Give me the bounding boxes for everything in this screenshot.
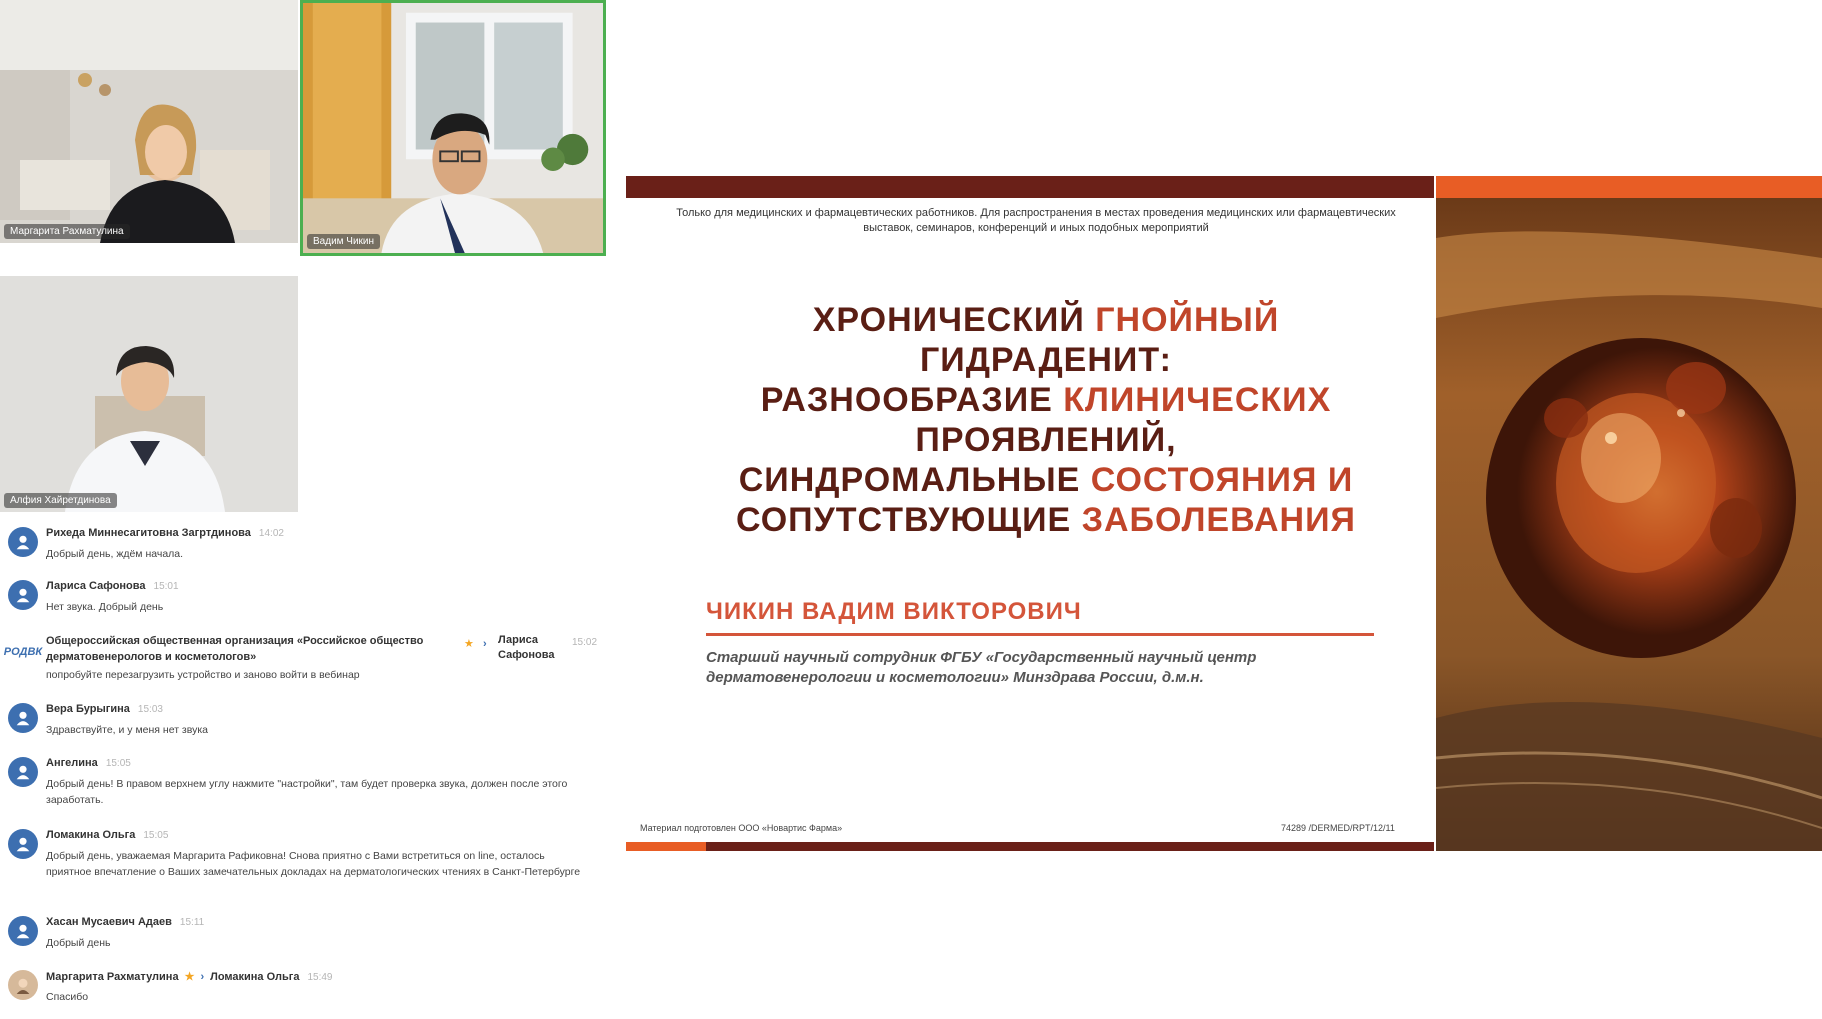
chat-author: Ангелина: [46, 757, 98, 769]
avatar: [8, 829, 38, 859]
participant-1-video: [0, 0, 298, 243]
chat-author: Маргарита Рахматулина: [46, 971, 179, 983]
user-icon: [14, 922, 32, 940]
avatar: [8, 703, 38, 733]
user-icon: [14, 533, 32, 551]
participant-3-name: Алфия Хайретдинова: [4, 493, 117, 508]
participant-3-video: [0, 276, 298, 512]
chat-text: Добрый день, уважаемая Маргарита Рафиковна! Снова приятно с Вами встретиться on line, осталось приятное впечатление о Ваших замечательных докладах на дерматологических чтениях в Санкт-Петербурге: [46, 850, 581, 878]
chat-message: [0, 701, 610, 751]
chat-time: 15:05: [105, 758, 131, 769]
chat-panel[interactable]: [0, 525, 610, 1019]
presentation-slide: [626, 176, 1822, 853]
star-icon: ★: [184, 971, 195, 983]
amber-resin-photo: [1436, 198, 1822, 851]
chat-text: попробуйте перезагрузить устройство и заново войти в вебинар: [46, 669, 360, 681]
chat-time: 15:49: [307, 972, 333, 983]
organization-logo-avatar: РОДВК: [8, 637, 38, 667]
chat-time: 14:02: [258, 528, 284, 539]
participant-2-video: [303, 3, 603, 253]
chat-author: Хасан Мусаевич Адаев: [46, 916, 172, 928]
slide-top-bar: [626, 176, 1434, 198]
title-part: СОПУТСТВУЮЩИЕ: [736, 501, 1082, 539]
chat-text: Добрый день! В правом верхнем углу нажмите "настройки", там будет проверка звука, должен после этого заработать.: [46, 778, 568, 806]
title-part: ХРОНИЧЕСКИЙ: [812, 301, 1096, 339]
chat-message: [0, 827, 610, 911]
slide-author-underline: [706, 633, 1374, 636]
slide-disclaimer: Только для медицинских и фармацевтических работников. Для распространения в местах проведения медицинских или фармацевтических выставок, семинаров, конференций и иных подобных мероприятий: [676, 207, 1396, 234]
chat-text: Спасибо: [46, 991, 89, 1003]
video-tile-participant-3[interactable]: [0, 276, 298, 512]
video-tile-participant-1[interactable]: [0, 0, 298, 243]
title-part: СИНДРОМАЛЬНЫЕ: [738, 461, 1091, 499]
slide-author-position: Старший научный сотрудник ФГБУ «Государственный научный центр дерматовенерологии и косметологии» Минздрава России, д.м.н.: [706, 649, 1257, 686]
slide-bottom-accent-bar: [626, 842, 706, 851]
chat-time: 15:03: [137, 704, 163, 715]
slide-title: [646, 300, 1446, 540]
title-highlight: ЗАБОЛЕВАНИЯ: [1081, 501, 1356, 539]
chat-time: 15:05: [143, 830, 169, 841]
slide-footer-left: Материал подготовлен ООО «Новартис Фарма»: [640, 823, 843, 833]
chat-time: 15:02: [572, 637, 598, 648]
slide-footer-code: 74289 /DERMED/RPT/12/11: [1281, 823, 1395, 833]
avatar: [8, 580, 38, 610]
user-photo-icon: [14, 976, 32, 994]
avatar: [8, 970, 38, 1000]
chat-time: 15:01: [153, 581, 179, 592]
video-tile-participant-2-active-speaker[interactable]: [300, 0, 606, 256]
chat-time: 15:11: [179, 917, 205, 928]
user-icon: [14, 763, 32, 781]
chat-message: [0, 631, 610, 693]
chat-reply-to: Лариса Сафонова: [498, 634, 555, 661]
avatar: [8, 757, 38, 787]
title-part: ГИДРАДЕНИТ:: [920, 341, 1172, 379]
slide-bottom-bar: [626, 842, 1434, 851]
chat-message: [0, 914, 610, 964]
chat-message: [0, 968, 610, 1016]
chat-author: Общероссийская общественная организация «Российское общество дерматовенерологов и косметологов»: [46, 635, 424, 663]
title-part: ПРОЯВЛЕНИЙ,: [915, 421, 1177, 459]
avatar: [8, 916, 38, 946]
chat-message: [0, 578, 610, 628]
title-part: РАЗНООБРАЗИЕ: [760, 381, 1064, 419]
title-highlight: ГНОЙНЫЙ: [1095, 301, 1280, 339]
chat-author: Ломакина Ольга: [46, 829, 136, 841]
reply-arrow-icon: ›: [482, 638, 487, 650]
title-highlight: КЛИНИЧЕСКИХ: [1063, 381, 1332, 419]
star-icon: ★: [464, 638, 474, 650]
chat-text: Здравствуйте, и у меня нет звука: [46, 724, 208, 736]
user-icon: [14, 835, 32, 853]
participant-1-name: Маргарита Рахматулина: [4, 224, 130, 239]
chat-text: Добрый день: [46, 937, 111, 949]
chat-author: Рихеда Миннесагитовна Загртдинова: [46, 527, 251, 539]
slide-top-accent-bar: [1436, 176, 1822, 198]
chat-message: [0, 755, 610, 821]
reply-arrow-icon: ›: [200, 971, 205, 983]
chat-author: Лариса Сафонова: [46, 580, 146, 592]
participant-2-name: Вадим Чикин: [307, 234, 380, 249]
chat-reply-to: Ломакина Ольга: [210, 971, 300, 983]
slide-author-name: ЧИКИН ВАДИМ ВИКТОРОВИЧ: [706, 598, 1082, 625]
chat-message: [0, 525, 610, 575]
user-icon: [14, 709, 32, 727]
chat-text: Добрый день, ждём начала.: [46, 548, 184, 560]
user-icon: [14, 586, 32, 604]
chat-author: Вера Бурыгина: [46, 703, 130, 715]
chat-text: Нет звука. Добрый день: [46, 601, 164, 613]
avatar: [8, 527, 38, 557]
title-highlight: СОСТОЯНИЯ И: [1090, 461, 1354, 499]
